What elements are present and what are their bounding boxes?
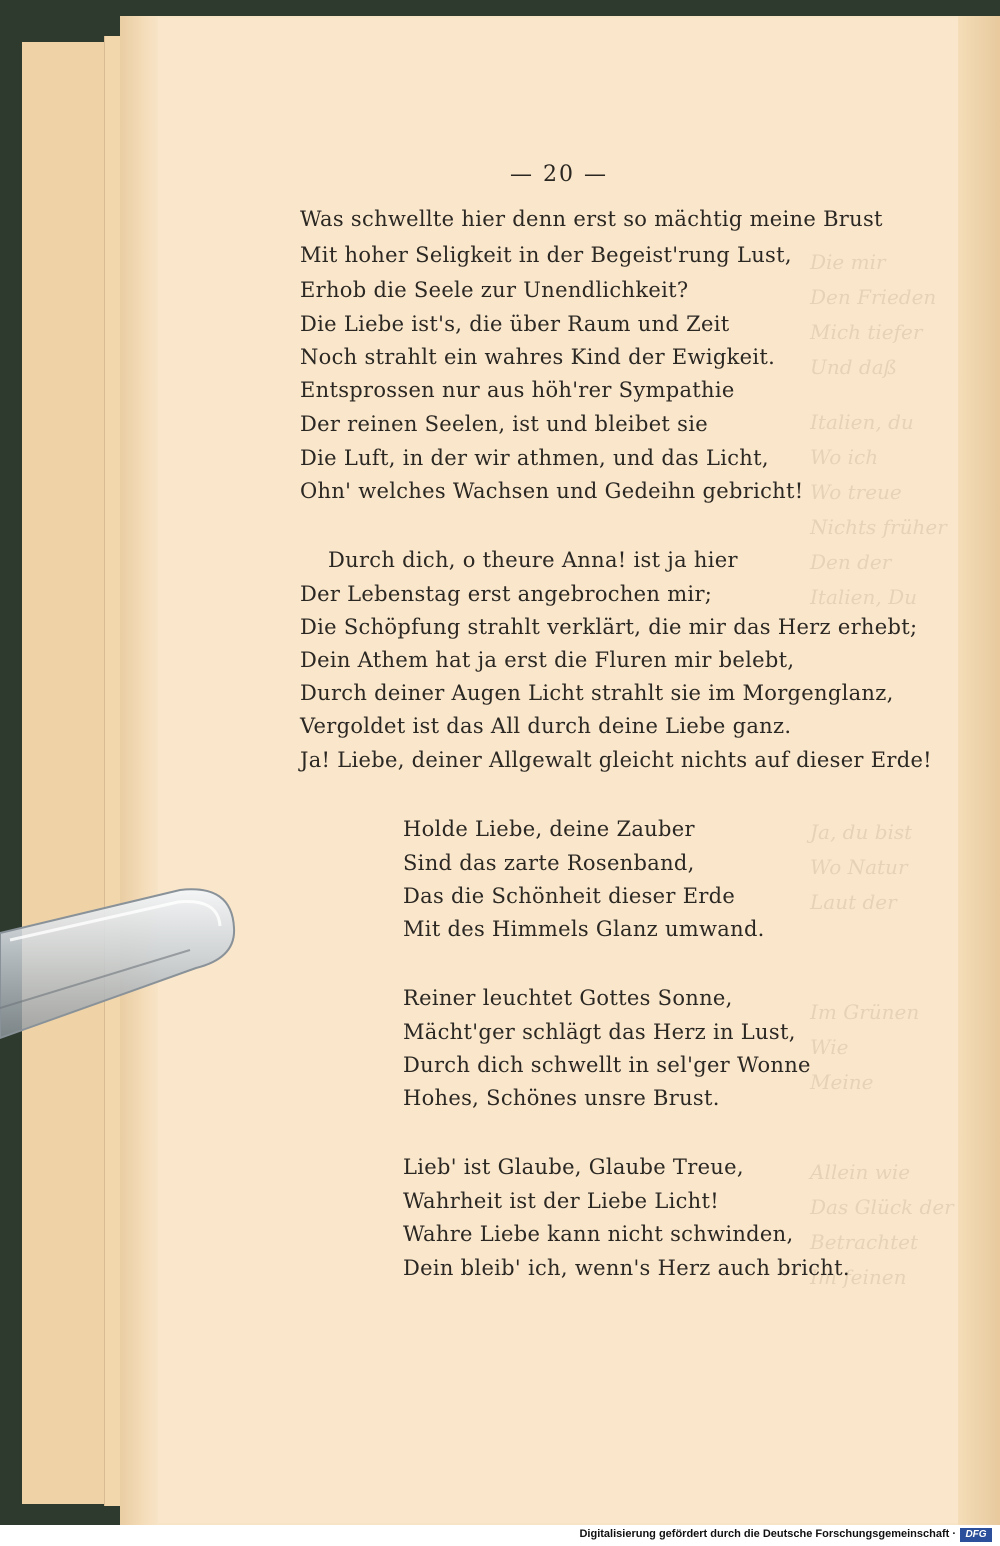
verse-line: Das die Schönheit dieser Erde: [403, 884, 736, 908]
poem-line: Entsprossen nur aus höh'rer Sympathie: [300, 378, 735, 402]
verse-line: Dein bleib' ich, wenn's Herz auch bricht.: [403, 1256, 850, 1280]
page-right-edge: [958, 16, 1000, 1525]
poem-line: Der reinen Seelen, ist und bleibet sie: [300, 412, 708, 436]
verse-line: Durch dich schwellt in sel'ger Wonne: [403, 1053, 811, 1077]
verse-line: Sind das zarte Rosenband,: [403, 851, 695, 875]
poem-line: Noch strahlt ein wahres Kind der Ewigkeit.: [300, 345, 776, 369]
verse-line: Lieb' ist Glaube, Glaube Treue,: [403, 1155, 744, 1179]
poem-line: Ja! Liebe, deiner Allgewalt gleicht nichts auf dieser Erde!: [300, 748, 932, 772]
poem-line: Was schwellte hier denn erst so mächtig meine Brust: [300, 207, 883, 231]
bleed-through-text: Die mir Den Frieden Mich tiefer Und daß Italien, du Wo ich Wo treue Nichts früher Den der Italien, Du Ja, du bist Wo Natur Laut der Im Grünen Wie Meine Allein wie Das Glück der Betrachtet Im feinen: [810, 250, 954, 1289]
verse-line: Mächt'ger schlägt das Herz in Lust,: [403, 1020, 796, 1044]
poem-line: Die Schöpfung strahlt verklärt, die mir das Herz erhebt;: [300, 615, 918, 639]
verse-line: Wahrheit ist der Liebe Licht!: [403, 1189, 719, 1213]
poem-line: Die Luft, in der wir athmen, und das Licht,: [300, 446, 769, 470]
poem-line: Erhob die Seele zur Unendlichkeit?: [300, 278, 689, 302]
funding-notice: Digitalisierung gefördert durch die Deutsche Forschungsgemeinschaft ·: [579, 1528, 956, 1540]
verse-line: Wahre Liebe kann nicht schwinden,: [403, 1222, 794, 1246]
verse-line: Hohes, Schönes unsre Brust.: [403, 1086, 720, 1110]
poem-line: Dein Athem hat ja erst die Fluren mir belebt,: [300, 648, 795, 672]
page-gutter-shadow: [120, 16, 158, 1525]
verse-line: Mit des Himmels Glanz umwand.: [403, 917, 765, 941]
page-number: — 20 —: [510, 162, 608, 187]
dfg-logo[interactable]: DFG: [960, 1528, 992, 1542]
attribution-footer: [0, 1525, 1000, 1546]
poem-line: Der Lebenstag erst angebrochen mir;: [300, 582, 713, 606]
poem-line: Vergoldet ist das All durch deine Liebe ganz.: [300, 714, 792, 738]
poem-line: Ohn' welches Wachsen und Gedeihn gebricht!: [300, 479, 804, 503]
plastic-clip: [0, 888, 240, 1048]
poem-line: Mit hoher Seligkeit in der Begeist'rung Lust,: [300, 243, 792, 267]
verse-line: Reiner leuchtet Gottes Sonne,: [403, 986, 733, 1010]
poem-line: Durch dich, o theure Anna! ist ja hier: [328, 548, 738, 572]
verse-line: Holde Liebe, deine Zauber: [403, 817, 695, 841]
poem-line: Die Liebe ist's, die über Raum und Zeit: [300, 312, 730, 336]
poem-line: Durch deiner Augen Licht strahlt sie im Morgenglanz,: [300, 681, 894, 705]
